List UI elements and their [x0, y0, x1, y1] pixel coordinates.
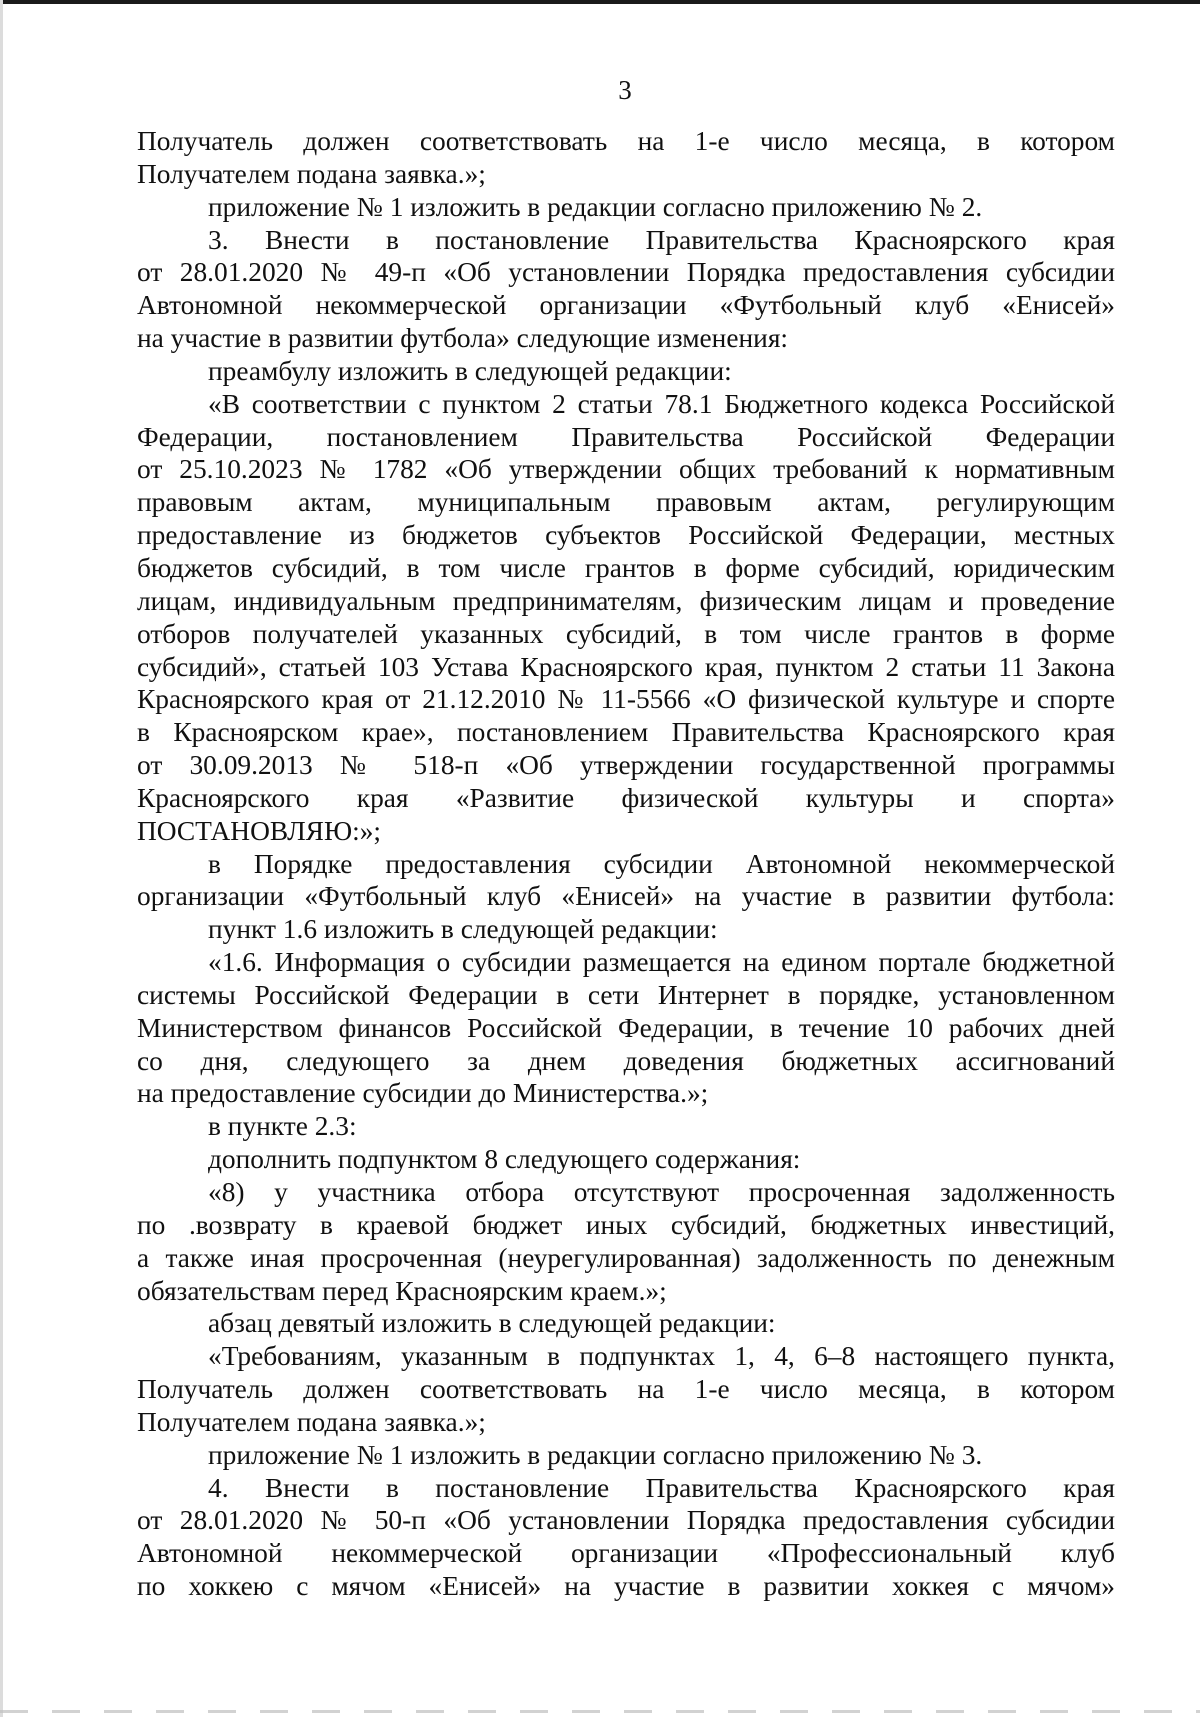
text-line: обязательствам перед Красноярским краем.»; — [137, 1275, 667, 1306]
text-line: от 28.01.2020 № 49-п «Об установлении Порядка предоставления субсидии — [137, 257, 1115, 288]
text-line: а также иная просроченная (неурегулированная) задолженность по денежным — [137, 1242, 1115, 1273]
text-line: Министерством финансов Российской Федерации, в течение 10 рабочих дней — [137, 1012, 1115, 1043]
text-line: отборов получателей указанных субсидий, в том числе грантов в форме — [137, 618, 1115, 649]
text-line: 4. Внести в постановление Правительства Красноярского края — [208, 1472, 1115, 1503]
text-line: по хоккею с мячом «Енисей» на участие в развитии хоккея с мячом» — [137, 1571, 1115, 1602]
text-line: от 30.09.2013 № 518-п «Об утверждении государственной программы — [137, 750, 1115, 781]
text-line: ПОСТАНОВЛЯЮ:»; — [137, 815, 382, 846]
text-line: Получателем подана заявка.»; — [137, 1406, 486, 1437]
text-line: по .возврату в краевой бюджет иных субсидий, бюджетных инвестиций, — [137, 1209, 1115, 1240]
text-line: пункт 1.6 изложить в следующей редакции: — [208, 914, 718, 945]
text-line: Автономной некоммерческой организации «Профессиональный клуб — [137, 1538, 1115, 1569]
text-line: «8) у участника отбора отсутствуют просроченная задолженность — [208, 1177, 1115, 1207]
text-line: приложение № 1 изложить в редакции согласно приложению № 2. — [208, 191, 983, 222]
text-line: предоставление из бюджетов субъектов Российской Федерации, местных — [137, 520, 1115, 551]
text-line: Получатель должен соответствовать на 1-е число месяца, в котором — [137, 126, 1115, 156]
text-line: правовым актам, муниципальным правовым актам, регулирующим — [137, 487, 1115, 518]
document-body — [137, 125, 1115, 1603]
text-line: от 25.10.2023 № 1782 «Об утверждении общих требований к нормативным — [137, 454, 1115, 485]
text-line: Красноярского края «Развитие физической культуры и спорта» — [137, 782, 1115, 813]
text-line: организации «Футбольный клуб «Енисей» на участие в развитии футбола: — [137, 881, 1115, 912]
text-line: Получатель должен соответствовать на 1-е число месяца, в котором — [137, 1374, 1115, 1405]
text-line: Красноярского края от 21.12.2010 № 11-5566 «О физической культуре и спорте — [137, 684, 1115, 715]
text-line: Получателем подана заявка.»; — [137, 158, 486, 189]
scan-edge-left — [0, 0, 3, 1717]
text-line: на участие в развитии футбола» следующие изменения: — [137, 323, 789, 354]
text-line: преамбулу изложить в следующей редакции: — [208, 355, 732, 386]
text-line: от 28.01.2020 № 50-п «Об установлении Порядка предоставления субсидии — [137, 1505, 1115, 1536]
text-line: бюджетов субсидий, в том числе грантов в форме субсидий, юридическим — [137, 552, 1115, 583]
page-number: 3 — [618, 75, 632, 105]
text-line: «В соответствии с пунктом 2 статьи 78.1 Бюджетного кодекса Российской — [208, 388, 1115, 419]
text-line: абзац девятый изложить в следующей редакции: — [208, 1308, 776, 1339]
text-line: системы Российской Федерации в сети Интернет в порядке, установленном — [137, 979, 1115, 1010]
text-line: на предоставление субсидии до Министерства.»; — [137, 1078, 709, 1109]
text-line: «1.6. Информация о субсидии размещается на едином портале бюджетной — [208, 947, 1115, 978]
text-line: Автономной некоммерческой организации «Футбольный клуб «Енисей» — [137, 290, 1115, 321]
scan-edge-top — [0, 0, 1200, 4]
text-line: 3. Внести в постановление Правительства Красноярского края — [208, 224, 1115, 255]
text-line: приложение № 1 изложить в редакции согласно приложению № 3. — [208, 1439, 983, 1470]
text-line: лицам, индивидуальным предпринимателям, физическим лицам и проведение — [137, 585, 1115, 616]
text-line: со дня, следующего за днем доведения бюджетных ассигнований — [137, 1045, 1115, 1076]
text-line: «Требованиям, указанным в подпунктах 1, 4, 6–8 настоящего пункта, — [208, 1341, 1115, 1372]
scan-edge-bottom — [0, 1710, 1200, 1713]
text-line: в Порядке предоставления субсидии Автономной некоммерческой — [208, 848, 1115, 879]
text-line: дополнить подпунктом 8 следующего содержания: — [208, 1144, 801, 1175]
text-line: в Красноярском крае», постановлением Правительства Красноярского края — [137, 717, 1115, 748]
text-line: в пункте 2.3: — [208, 1111, 357, 1142]
text-line: субсидий», статьей 103 Устава Красноярского края, пунктом 2 статьи 11 Закона — [137, 651, 1115, 682]
text-line: Федерации, постановлением Правительства Российской Федерации — [137, 421, 1115, 452]
